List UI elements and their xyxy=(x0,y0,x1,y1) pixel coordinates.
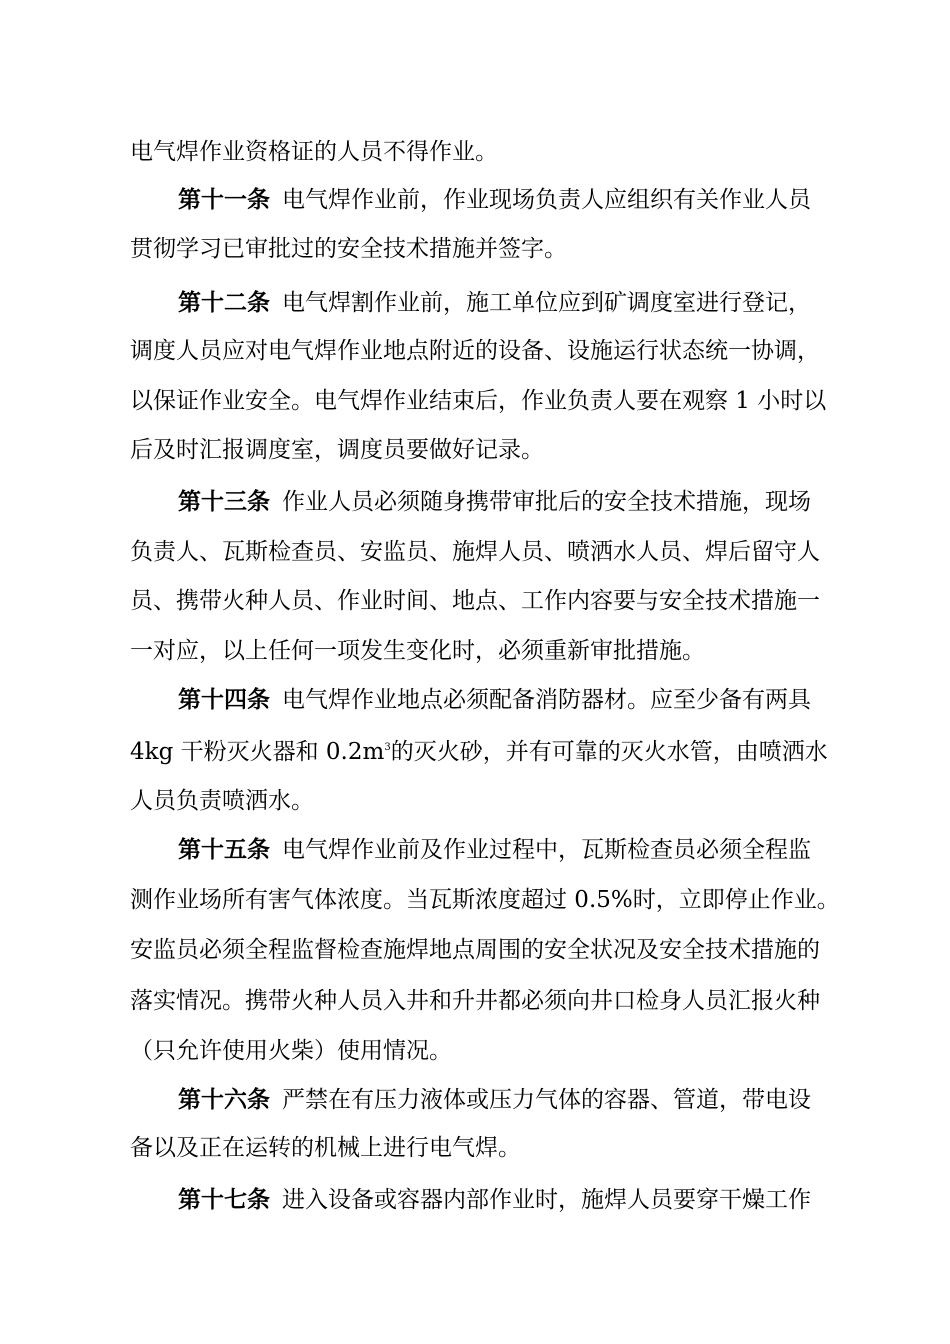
article-13-line-1 xyxy=(178,486,811,518)
article-12-line-1 xyxy=(178,287,811,319)
article-text: 严禁在有压力液体或压力气体的容器、管道，带电设 xyxy=(282,1087,811,1113)
article-14-line-1 xyxy=(178,684,811,716)
article-16-line-1 xyxy=(178,1084,811,1116)
continuation-line: 电气焊作业资格证的人员不得作业。 xyxy=(130,139,498,165)
article-text: 的灭火砂，并有可靠的灭火水管，由喷洒水 xyxy=(390,739,828,765)
article-15-line-2: 测作业场所有害气体浓度。当瓦斯浓度超过 0.5%时，立即停止作业。 xyxy=(130,887,840,913)
article-13-line-3: 员、携带火种人员、作业时间、地点、工作内容要与安全技术措施一 xyxy=(130,588,820,614)
article-12-line-4: 后及时汇报调度室，调度员要做好记录。 xyxy=(130,437,544,463)
superscript: 3 xyxy=(384,742,391,753)
article-text: 4kg 干粉灭火器和 0.2m xyxy=(130,739,385,765)
article-text: 电气焊作业地点必须配备消防器材。应至少备有两具 xyxy=(282,687,811,713)
article-11-line-1 xyxy=(178,184,811,216)
article-text: 电气焊作业前，作业现场负责人应组织有关作业人员 xyxy=(282,187,811,213)
article-11-line-2: 贯彻学习已审批过的安全技术措施并签字。 xyxy=(130,236,567,262)
article-heading: 第十三条 xyxy=(178,489,270,515)
article-heading: 第十六条 xyxy=(178,1087,270,1113)
article-15-line-1 xyxy=(178,834,811,866)
article-13-line-4: 一对应，以上任何一项发生变化时，必须重新审批措施。 xyxy=(130,638,705,664)
article-16-line-2: 备以及正在运转的机械上进行电气焊。 xyxy=(130,1135,521,1161)
article-text: 进入设备或容器内部作业时，施焊人员要穿干燥工作 xyxy=(282,1187,811,1213)
article-heading: 第十四条 xyxy=(178,687,270,713)
article-14-line-2 xyxy=(130,736,828,768)
article-text: 电气焊作业前及作业过程中，瓦斯检查员必须全程监 xyxy=(282,837,811,863)
article-15-line-5: （只允许使用火柴）使用情况。 xyxy=(130,1038,452,1064)
article-text: 电气焊割作业前，施工单位应到矿调度室进行登记， xyxy=(282,290,811,316)
article-12-line-3: 以保证作业安全。电气焊作业结束后，作业负责人要在观察 1 小时以 xyxy=(130,388,827,414)
article-heading: 第十七条 xyxy=(178,1187,270,1213)
article-15-line-4: 落实情况。携带火种人员入井和升井都必须向井口检身人员汇报火种 xyxy=(130,988,820,1014)
article-14-line-3: 人员负责喷洒水。 xyxy=(130,788,314,814)
article-13-line-2: 负责人、瓦斯检查员、安监员、施焊人员、喷洒水人员、焊后留守人 xyxy=(130,539,820,565)
article-text: 作业人员必须随身携带审批后的安全技术措施，现场 xyxy=(282,489,811,515)
article-heading: 第十五条 xyxy=(178,837,270,863)
article-heading: 第十二条 xyxy=(178,290,270,316)
article-17-line-1 xyxy=(178,1184,811,1216)
article-12-line-2: 调度人员应对电气焊作业地点附近的设备、设施运行状态统一协调， xyxy=(130,338,820,364)
article-heading: 第十一条 xyxy=(178,187,270,213)
article-15-line-3: 安监员必须全程监督检查施焊地点周围的安全状况及安全技术措施的 xyxy=(130,937,820,963)
